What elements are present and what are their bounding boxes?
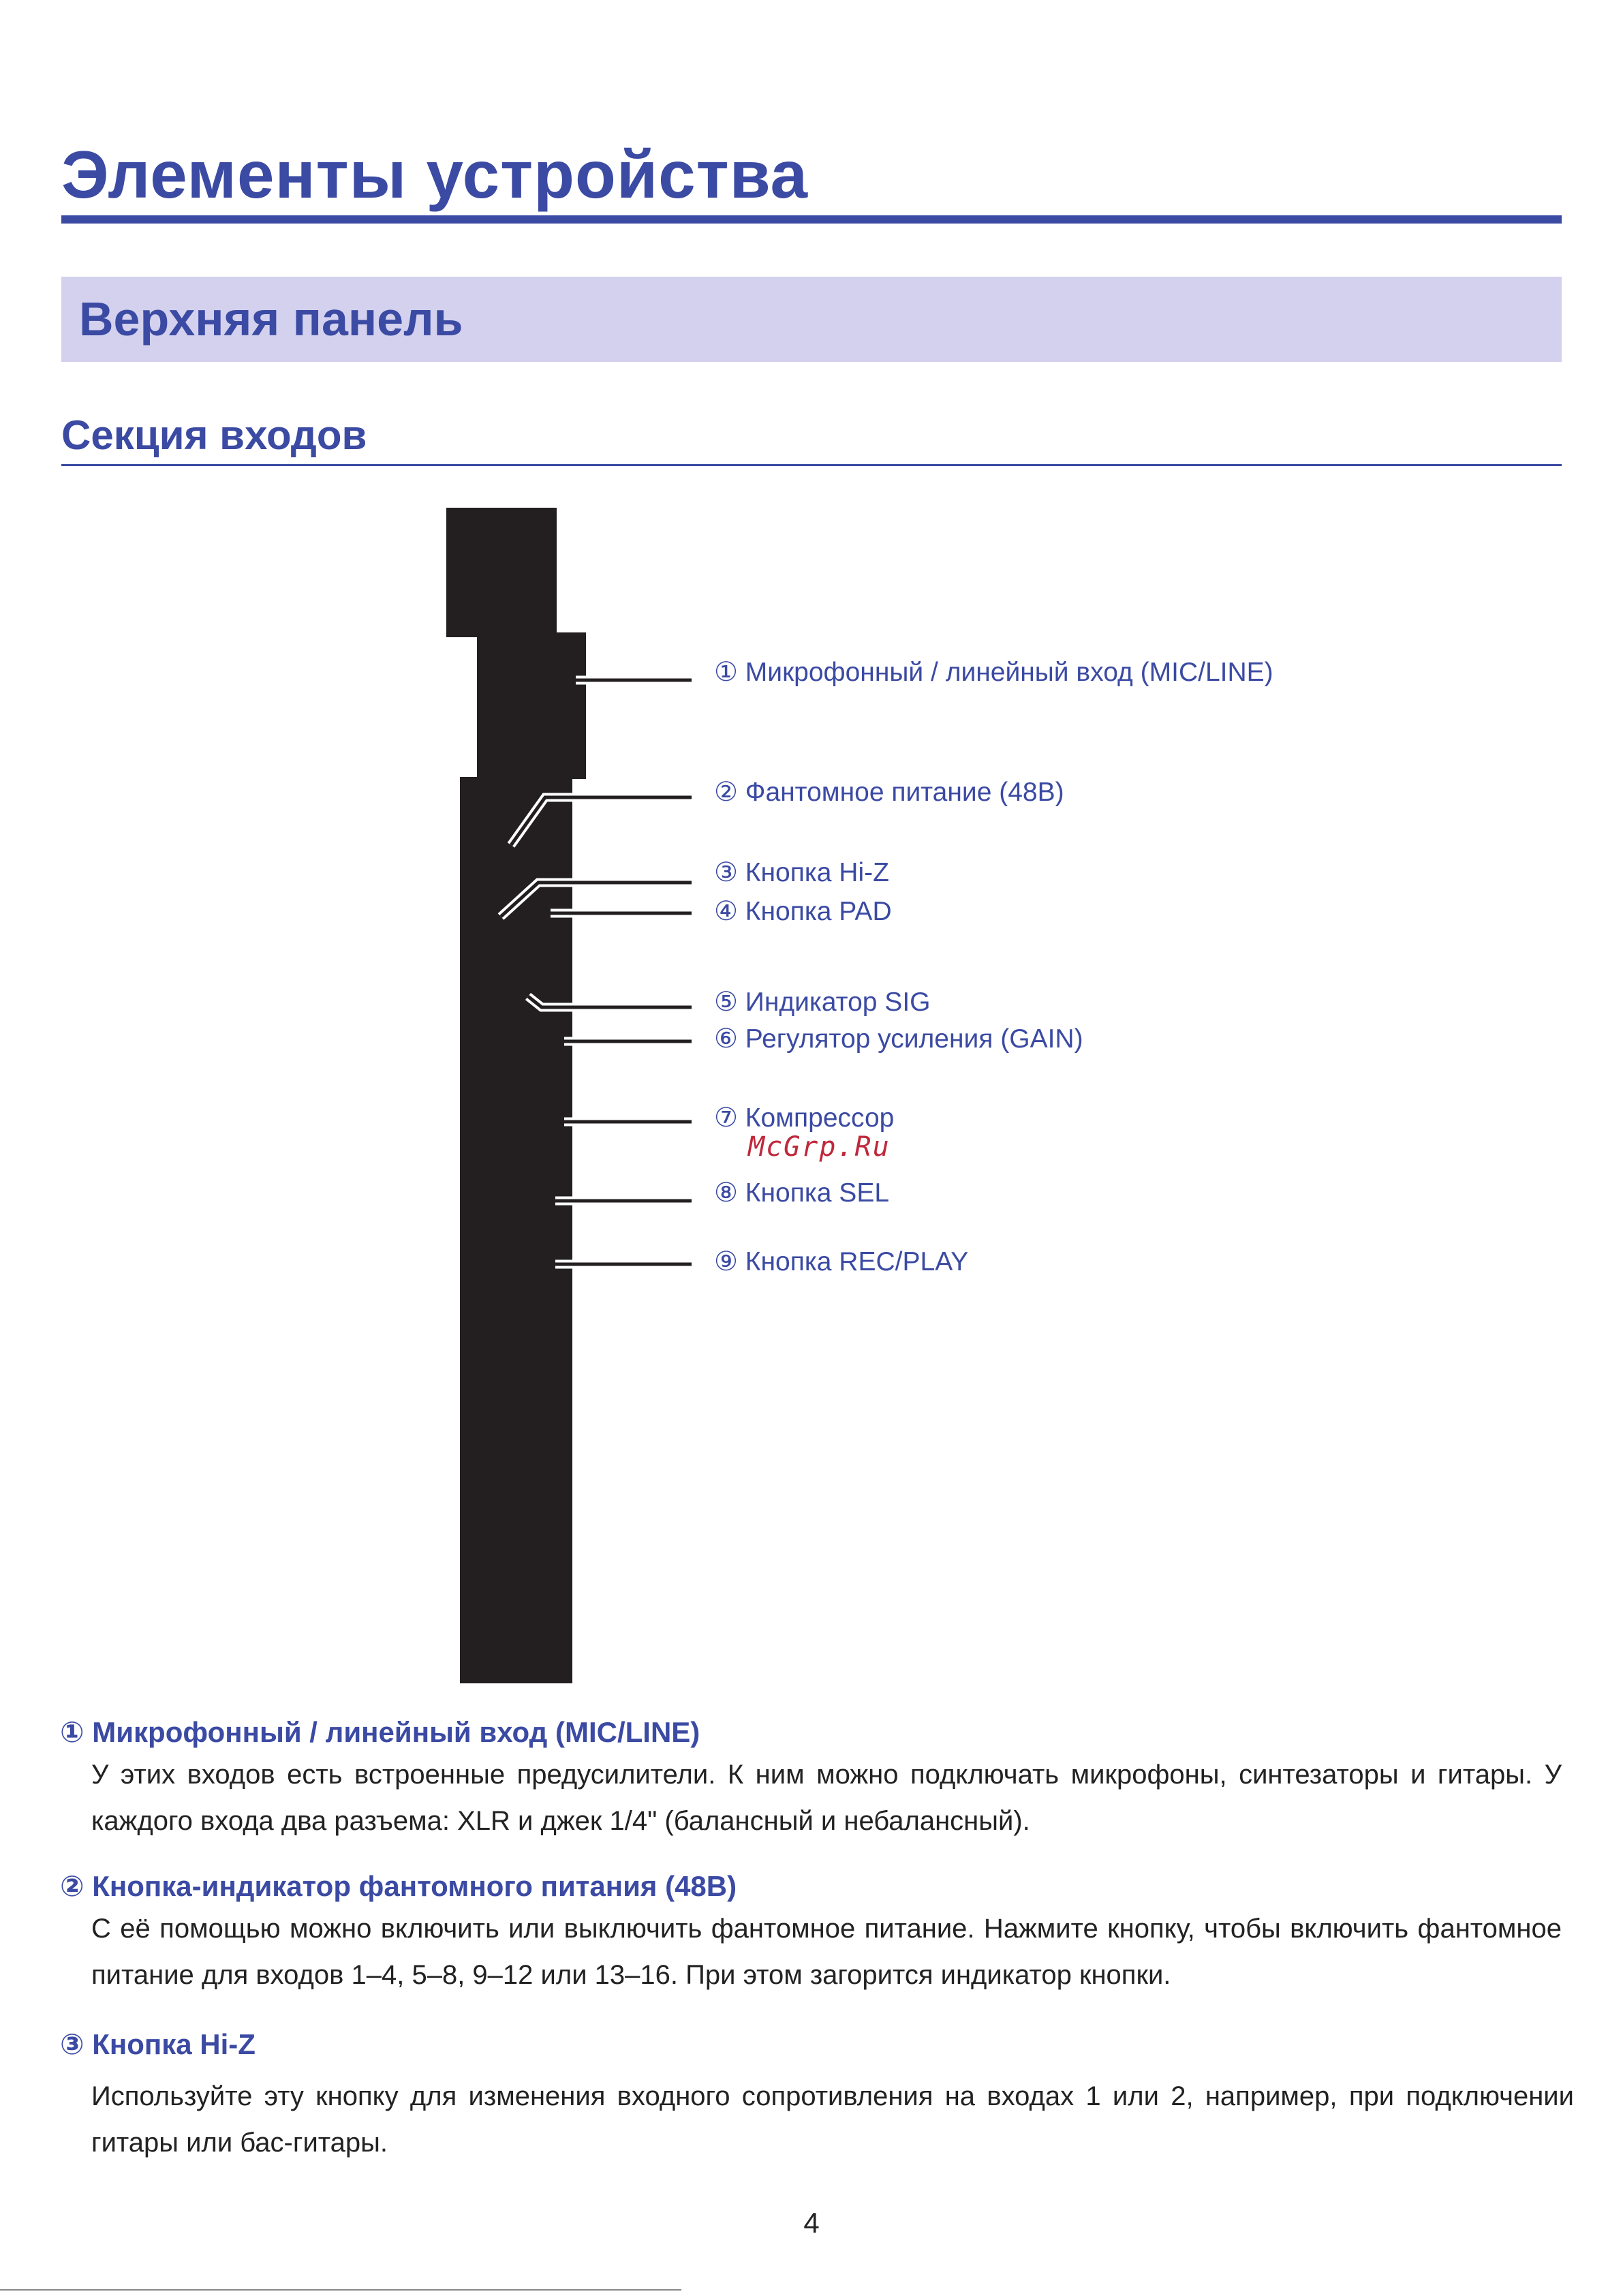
description-heading-mic-line: ① Микрофонный / линейный вход (MIC/LINE)	[60, 1716, 700, 1748]
callout-phantom-power: ② Фантомное питание (48В)	[714, 778, 1064, 807]
description-heading-phantom-power: ② Кнопка-индикатор фантомного питания (48В)	[60, 1870, 737, 1902]
description-body-phantom-power: С её помощью можно включить или выключить фантомное питание. Нажмите кнопку, чтобы включить фантомное питание для входов 1–4, 5–8, 9–12 или 13–16. При этом загорится индикатор кнопки.	[91, 1914, 1562, 1990]
callout-rec-play-button: ⑨ Кнопка REC/PLAY	[714, 1247, 969, 1276]
description-body-hi-z: Используйте эту кнопку для изменения входного сопротивления на входах 1 или 2, например, при подключении гитары или бас-гитары.	[91, 2081, 1574, 2158]
page-title: Элементы устройства	[61, 137, 809, 212]
callout-sel-button: ⑧ Кнопка SEL	[714, 1178, 890, 1208]
page-number: 4	[803, 2207, 820, 2239]
footer-rule	[0, 2289, 681, 2291]
panel-title: Верхняя панель	[79, 292, 463, 346]
callout-sig-indicator: ⑤ Индикатор SIG	[714, 988, 931, 1017]
watermark-text: McGrp.Ru	[748, 1131, 891, 1163]
section-title: Секция входов	[61, 412, 367, 458]
callout-pad-button: ④ Кнопка PAD	[714, 897, 892, 926]
callout-hi-z-button: ③ Кнопка Hi-Z	[714, 858, 889, 887]
description-body-mic-line: У этих входов есть встроенные предусилители. К ним можно подключать микрофоны, синтезаторы и гитары. У каждого входа два разъема: XLR и джек 1/4" (балансный и небалансный).	[91, 1760, 1562, 1836]
callout-compressor: ⑦ Компрессор	[714, 1103, 895, 1133]
device-silhouette	[446, 508, 586, 1683]
callout-gain-knob: ⑥ Регулятор усиления (GAIN)	[714, 1024, 1083, 1054]
description-heading-hi-z: ③ Кнопка Hi-Z	[60, 2028, 256, 2060]
callout-mic-line-input: ① Микрофонный / линейный вход (MIC/LINE)	[714, 658, 1273, 687]
